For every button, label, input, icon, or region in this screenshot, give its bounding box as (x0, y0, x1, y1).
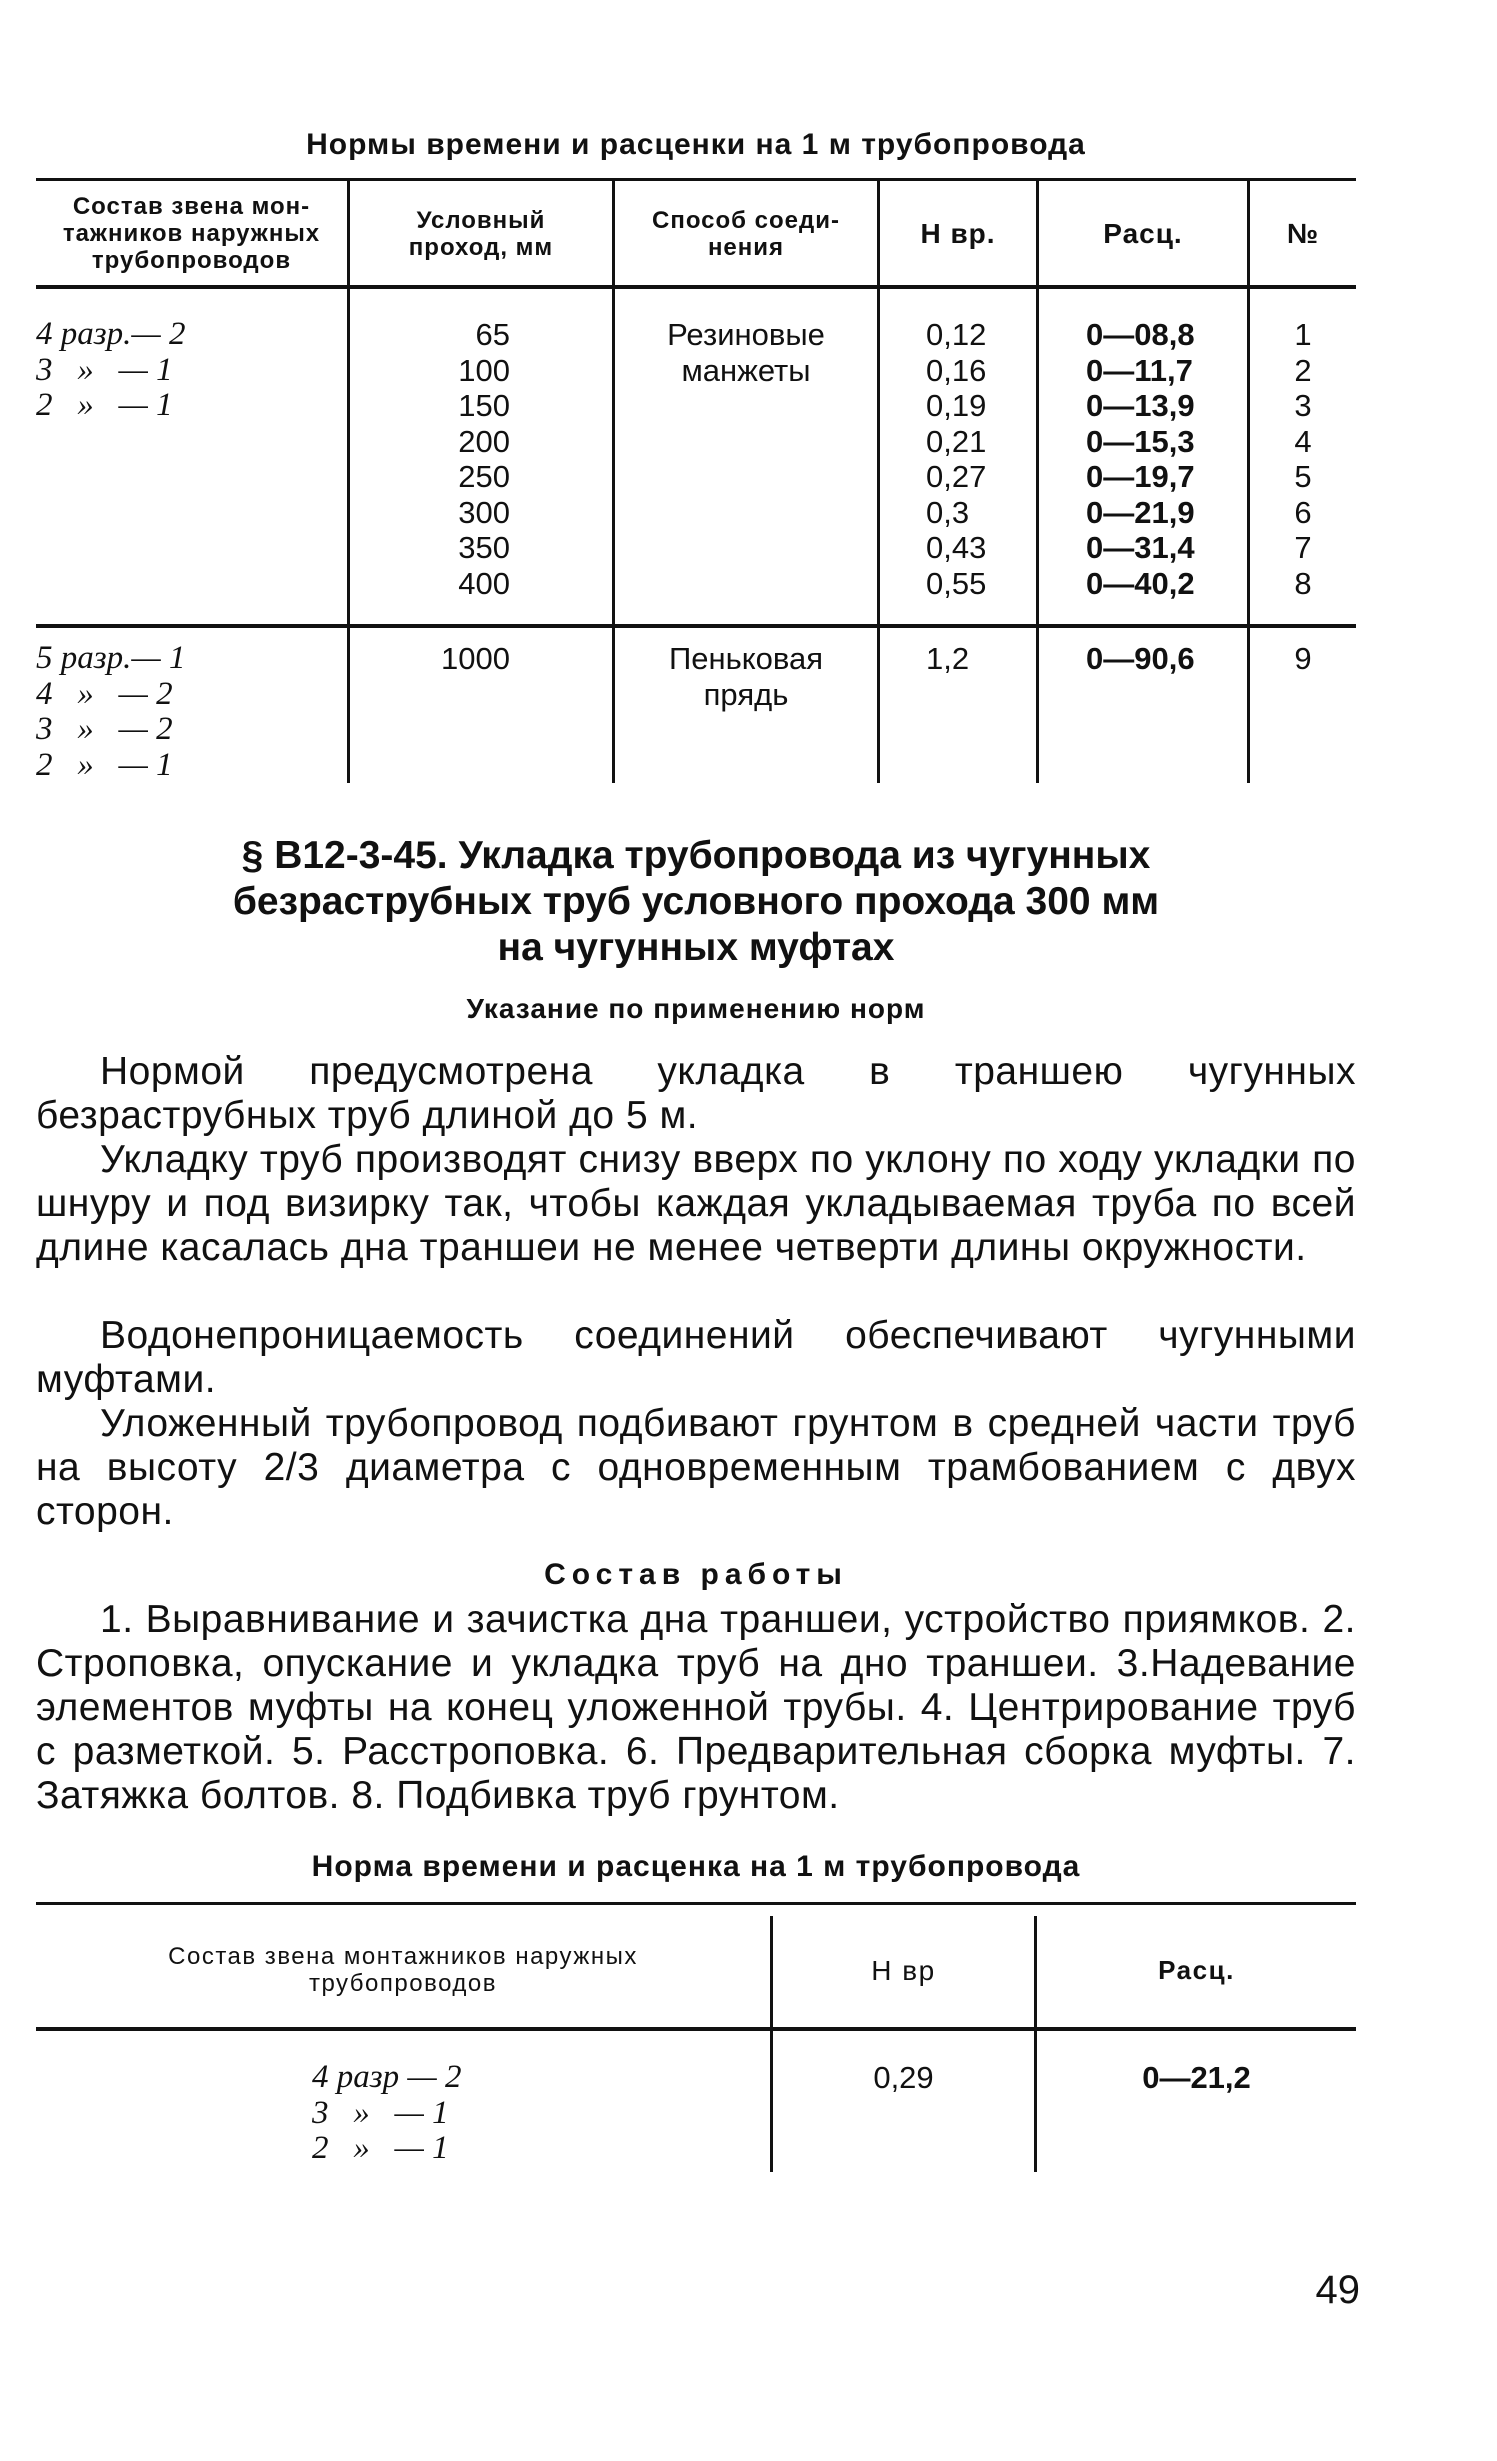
group2-crew: 5 разр.— 1 4 » — 2 3 » — 2 2 » — 1 (36, 640, 186, 783)
header-diameter: Условный проход, мм (408, 206, 554, 261)
table2-header-rule (36, 2027, 1356, 2031)
header-no: № (1286, 218, 1320, 249)
group2-nos: 9 (1294, 641, 1312, 676)
norms-table-1 (36, 178, 1356, 783)
group1-crew: 4 разр.— 2 3 » — 1 2 » — 1 (36, 316, 186, 423)
table1-caption: Нормы времени и расценки на 1 м трубопровода (306, 128, 1086, 161)
section-title: § В12-3-45. Укладка трубопровода из чугунных безраструбных труб условного прохода 300 мм на чугунных муфтах (232, 834, 1160, 969)
group1-nos: 1 2 3 4 5 6 7 8 (1294, 317, 1312, 601)
header-rate: Расц. (1103, 218, 1183, 249)
group2-method: Пеньковая прядь (668, 641, 824, 712)
header-crew: Состав звена мон- тажников наружных трубопроводов (62, 193, 321, 274)
page-number: 49 (1315, 2268, 1360, 2312)
table1-header-rule (36, 285, 1356, 289)
group2-diameters: 1000 (441, 641, 510, 676)
group1-rates: 0—08,8 0—11,7 0—13,9 0—15,3 0—19,7 0—21,9 0—31,4 0—40,2 (1086, 317, 1195, 601)
group2-norms: 1,2 (926, 641, 970, 676)
t2-header-norm: Н вр (871, 1954, 936, 1986)
t2-crew: 4 разр — 2 3 » — 1 2 » — 1 (312, 2059, 462, 2166)
header-method: Способ соеди- нения (651, 206, 840, 261)
t2-header-crew: Состав звена монтажников наружных трубопроводов (168, 1943, 638, 1997)
usage-subheading: Указание по применению норм (466, 993, 926, 1024)
group2-rates: 0—90,6 (1086, 641, 1195, 676)
norms-table-2 (36, 1902, 1356, 2172)
t2-rate: 0—21,2 (1142, 2060, 1251, 2095)
paragraph-3: Водонепроницаемость соединений обеспечивают чугунными муфтами. (36, 1314, 1356, 1401)
table1-top-rule (36, 178, 1356, 181)
paragraph-4: Уложенный трубопровод подбивают грунтом в средней части труб на высоту 2/3 диаметра с одновременным трамбованием с двух сторон. (36, 1402, 1356, 1533)
table1-group-rule (36, 624, 1356, 628)
work-composition-text: 1. Выравнивание и зачистка дна траншеи, устройство приямков. 2. Строповка, опускание и укладка труб на дно траншеи. 3.Надевание элементов муфты на конец уложенной трубы. 4. Центрирование труб с разметкой. 5. Расстроповка. 6. Предварительная сборка муфты. 7. Затяжка болтов. 8. Подбивка труб грунтом. (36, 1598, 1356, 1817)
group1-diameters: 65 100 150 200 250 300 350 400 (458, 317, 510, 601)
group1-method: Резиновые манжеты (667, 317, 825, 388)
t2-header-rate: Расц. (1158, 1954, 1235, 1985)
table2-top-rule (36, 1902, 1356, 1905)
work-heading: Состав работы (544, 1558, 848, 1591)
paragraph-2: Укладку труб производят снизу вверх по уклону по ходу укладки по шнуру и под визирку так, чтобы каждая укладываемая труба по всей длине касалась дна траншеи не менее четверти длины окружности. (36, 1138, 1356, 1269)
group1-norms: 0,12 0,16 0,19 0,21 0,27 0,3 0,43 0,55 (926, 317, 987, 601)
table2-caption: Норма времени и расценка на 1 м трубопровода (311, 1850, 1081, 1883)
t2-norm: 0,29 (873, 2060, 934, 2095)
paragraph-1: Нормой предусмотрена укладка в траншею чугунных безраструбных труб длиной до 5 м. (36, 1050, 1356, 1137)
header-norm: Н вр. (920, 218, 996, 249)
